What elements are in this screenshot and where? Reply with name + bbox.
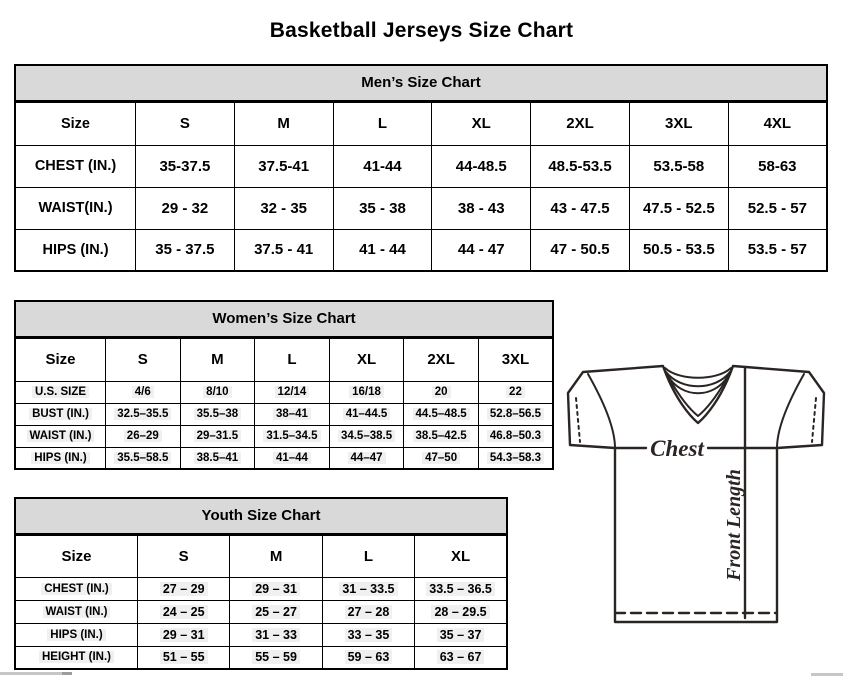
measurement-value-text: 28 – 29.5 <box>431 605 489 619</box>
measurement-value-cell: 38 - 43 <box>432 187 531 229</box>
measurement-value-text: HIPS (IN.) <box>47 629 105 641</box>
size-header-cell: S <box>106 338 181 381</box>
measurement-value-text: 52.8–56.5 <box>487 408 544 420</box>
measurement-value-text: 41–44 <box>273 452 311 464</box>
measurement-value-cell: 35 - 38 <box>333 187 432 229</box>
size-header-cell: M <box>234 102 333 145</box>
measurement-value-cell <box>322 623 414 646</box>
measurement-value-cell: 48.5-53.5 <box>531 145 630 187</box>
measurement-value-cell <box>415 646 507 669</box>
measurement-value-cell: 47 - 50.5 <box>531 229 630 271</box>
size-header-cell: S <box>136 102 235 145</box>
measurement-value-cell <box>180 425 255 447</box>
measurement-row <box>15 577 507 600</box>
measurement-value-cell: 53.5-58 <box>629 145 728 187</box>
mens-size-chart <box>14 64 828 272</box>
womens-size-chart <box>14 300 554 470</box>
measurement-value-text: 34.5–38.5 <box>338 430 395 442</box>
measurement-value-cell: 44 - 47 <box>432 229 531 271</box>
chest-label: Chest <box>650 436 704 461</box>
mens-size-table <box>14 101 828 272</box>
measurement-value-text: 59 – 63 <box>345 650 393 664</box>
measurement-value-cell <box>180 403 255 425</box>
measurement-value-cell: 32 - 35 <box>234 187 333 229</box>
measurement-value-cell: 58-63 <box>728 145 827 187</box>
measurement-value-text: CHEST (IN.) <box>41 583 112 595</box>
measurement-value-cell <box>106 403 181 425</box>
measurement-value-text: 25 – 27 <box>252 605 300 619</box>
measurement-value-text: 33.5 – 36.5 <box>426 582 495 596</box>
measurement-value-cell <box>478 425 553 447</box>
measurement-value-text: 29 – 31 <box>252 582 300 596</box>
measurement-value-text: 32.5–35.5 <box>114 408 171 420</box>
measurement-value-text: 27 – 29 <box>160 582 208 596</box>
measurement-value-cell <box>255 425 330 447</box>
measurement-value-text: HEIGHT (IN.) <box>39 651 114 663</box>
measurement-row-label <box>15 447 106 469</box>
scrollbar-strip-left <box>0 672 72 675</box>
size-header-row <box>15 535 507 577</box>
measurement-value-cell <box>329 447 404 469</box>
measurement-value-cell <box>404 381 479 403</box>
measurement-row-label: HIPS (IN.) <box>15 229 136 271</box>
measurement-value-text: 29 – 31 <box>160 628 208 642</box>
measurement-value-text: 31 – 33.5 <box>339 582 397 596</box>
measurement-value-text: HIPS (IN.) <box>31 452 89 464</box>
measurement-value-cell <box>322 646 414 669</box>
measurement-row-label <box>15 425 106 447</box>
size-header-cell: M <box>230 535 322 577</box>
measurement-row <box>15 600 507 623</box>
womens-size-table <box>14 337 554 470</box>
measurement-value-cell: 41 - 44 <box>333 229 432 271</box>
measurement-value-text: 8/10 <box>203 386 231 398</box>
size-header-cell: M <box>180 338 255 381</box>
scrollbar-strip-right <box>811 673 843 676</box>
measurement-value-text: U.S. SIZE <box>32 386 89 398</box>
measurement-value-text: 16/18 <box>349 386 384 398</box>
measurement-row-label <box>15 600 138 623</box>
measurement-value-cell <box>329 381 404 403</box>
measurement-value-cell <box>230 577 322 600</box>
measurement-row <box>15 229 827 271</box>
size-header-cell: XL <box>329 338 404 381</box>
size-header-row <box>15 102 827 145</box>
measurement-value-text: 46.8–50.3 <box>487 430 544 442</box>
measurement-value-cell: 50.5 - 53.5 <box>629 229 728 271</box>
measurement-value-cell <box>322 600 414 623</box>
measurement-value-text: 38.5–42.5 <box>413 430 470 442</box>
measurement-value-cell: 29 - 32 <box>136 187 235 229</box>
measurement-value-text: 41–44.5 <box>343 408 391 420</box>
measurement-value-cell <box>230 646 322 669</box>
measurement-row <box>15 381 553 403</box>
youth-size-table <box>14 534 508 670</box>
size-header-cell: S <box>138 535 230 577</box>
measurement-value-text: 33 – 35 <box>345 628 393 642</box>
measurement-value-text: 63 – 67 <box>437 650 485 664</box>
measurement-value-cell <box>255 381 330 403</box>
measurement-value-cell <box>478 447 553 469</box>
size-column-header: Size <box>15 535 138 577</box>
left-cuff-dashed-line <box>576 398 580 442</box>
size-header-cell: L <box>333 102 432 145</box>
measurement-value-cell <box>415 577 507 600</box>
measurement-row <box>15 623 507 646</box>
measurement-value-cell <box>404 403 479 425</box>
size-header-cell: 2XL <box>404 338 479 381</box>
measurement-value-text: 55 – 59 <box>252 650 300 664</box>
measurement-row <box>15 187 827 229</box>
measurement-value-cell: 44-48.5 <box>432 145 531 187</box>
measurement-row-label <box>15 646 138 669</box>
measurement-value-cell <box>138 600 230 623</box>
measurement-value-text: 35 – 37 <box>437 628 485 642</box>
measurement-row-label <box>15 623 138 646</box>
measurement-value-text: 35.5–58.5 <box>114 452 171 464</box>
size-header-cell: L <box>322 535 414 577</box>
measurement-value-text: 4/6 <box>132 386 154 398</box>
measurement-row-label <box>15 381 106 403</box>
measurement-value-cell <box>138 577 230 600</box>
measurement-row-label: CHEST (IN.) <box>15 145 136 187</box>
measurement-row <box>15 403 553 425</box>
measurement-value-cell: 37.5-41 <box>234 145 333 187</box>
measurement-value-text: BUST (IN.) <box>29 408 92 420</box>
measurement-value-cell: 35 - 37.5 <box>136 229 235 271</box>
measurement-value-cell <box>404 425 479 447</box>
size-header-row <box>15 338 553 381</box>
measurement-value-text: 38.5–41 <box>194 452 242 464</box>
measurement-value-text: 26–29 <box>124 430 162 442</box>
measurement-value-cell <box>329 425 404 447</box>
measurement-value-cell: 52.5 - 57 <box>728 187 827 229</box>
measurement-value-text: 35.5–38 <box>194 408 242 420</box>
measurement-value-text: 54.3–58.3 <box>487 452 544 464</box>
measurement-value-cell <box>180 447 255 469</box>
measurement-value-cell <box>255 403 330 425</box>
measurement-value-text: WAIST (IN.) <box>27 430 95 442</box>
measurement-value-cell <box>415 600 507 623</box>
measurement-value-cell <box>180 381 255 403</box>
jersey-outline-shape <box>568 366 824 622</box>
measurement-value-cell <box>404 447 479 469</box>
measurement-row-label <box>15 403 106 425</box>
measurement-value-cell: 53.5 - 57 <box>728 229 827 271</box>
size-header-cell: XL <box>415 535 507 577</box>
womens-chart-title: Women’s Size Chart <box>14 300 554 338</box>
size-header-cell: 2XL <box>531 102 630 145</box>
measurement-value-cell <box>322 577 414 600</box>
measurement-value-cell: 37.5 - 41 <box>234 229 333 271</box>
collar-rib-1 <box>665 368 731 378</box>
measurement-row <box>15 646 507 669</box>
size-header-cell: L <box>255 338 330 381</box>
size-header-cell: 3XL <box>629 102 728 145</box>
measurement-value-text: 47–50 <box>422 452 460 464</box>
measurement-value-text: 31 – 33 <box>252 628 300 642</box>
measurement-value-text: 20 <box>432 386 451 398</box>
front-length-label: Front Length <box>723 469 745 581</box>
size-header-cell: XL <box>432 102 531 145</box>
size-header-cell: 3XL <box>478 338 553 381</box>
youth-chart-title: Youth Size Chart <box>14 497 508 535</box>
measurement-row-label <box>15 577 138 600</box>
right-cuff-dashed-line <box>812 398 816 442</box>
measurement-value-text: 29–31.5 <box>194 430 242 442</box>
measurement-value-text: 44.5–48.5 <box>413 408 470 420</box>
measurement-value-cell: 47.5 - 52.5 <box>629 187 728 229</box>
page-title: Basketball Jerseys Size Chart <box>269 19 574 43</box>
measurement-value-cell: 41-44 <box>333 145 432 187</box>
measurement-value-cell <box>138 646 230 669</box>
size-column-header: Size <box>15 102 136 145</box>
measurement-value-text: 44–47 <box>348 452 386 464</box>
measurement-value-text: WAIST (IN.) <box>43 606 111 618</box>
left-armhole-seam <box>588 374 615 448</box>
measurement-value-cell <box>106 381 181 403</box>
measurement-row <box>15 145 827 187</box>
measurement-value-cell <box>106 447 181 469</box>
size-column-header: Size <box>15 338 106 381</box>
measurement-value-cell <box>106 425 181 447</box>
measurement-value-text: 31.5–34.5 <box>263 430 320 442</box>
measurement-value-cell <box>230 623 322 646</box>
measurement-value-cell: 43 - 47.5 <box>531 187 630 229</box>
measurement-value-cell <box>138 623 230 646</box>
measurement-value-cell <box>478 381 553 403</box>
measurement-value-text: 22 <box>506 386 525 398</box>
measurement-value-cell: 35-37.5 <box>136 145 235 187</box>
measurement-row <box>15 447 553 469</box>
right-armhole-seam <box>777 374 804 448</box>
measurement-value-text: 38–41 <box>273 408 311 420</box>
measurement-value-cell <box>329 403 404 425</box>
measurement-row <box>15 425 553 447</box>
jersey-measurement-diagram <box>560 360 843 630</box>
measurement-value-cell <box>255 447 330 469</box>
youth-size-chart <box>14 497 508 670</box>
measurement-value-text: 24 – 25 <box>160 605 208 619</box>
measurement-value-text: 27 – 28 <box>345 605 393 619</box>
measurement-value-cell <box>415 623 507 646</box>
measurement-value-cell <box>230 600 322 623</box>
mens-chart-title: Men’s Size Chart <box>14 64 828 102</box>
size-header-cell: 4XL <box>728 102 827 145</box>
measurement-value-text: 51 – 55 <box>160 650 208 664</box>
measurement-row-label: WAIST(IN.) <box>15 187 136 229</box>
measurement-value-text: 12/14 <box>275 386 310 398</box>
measurement-value-cell <box>478 403 553 425</box>
